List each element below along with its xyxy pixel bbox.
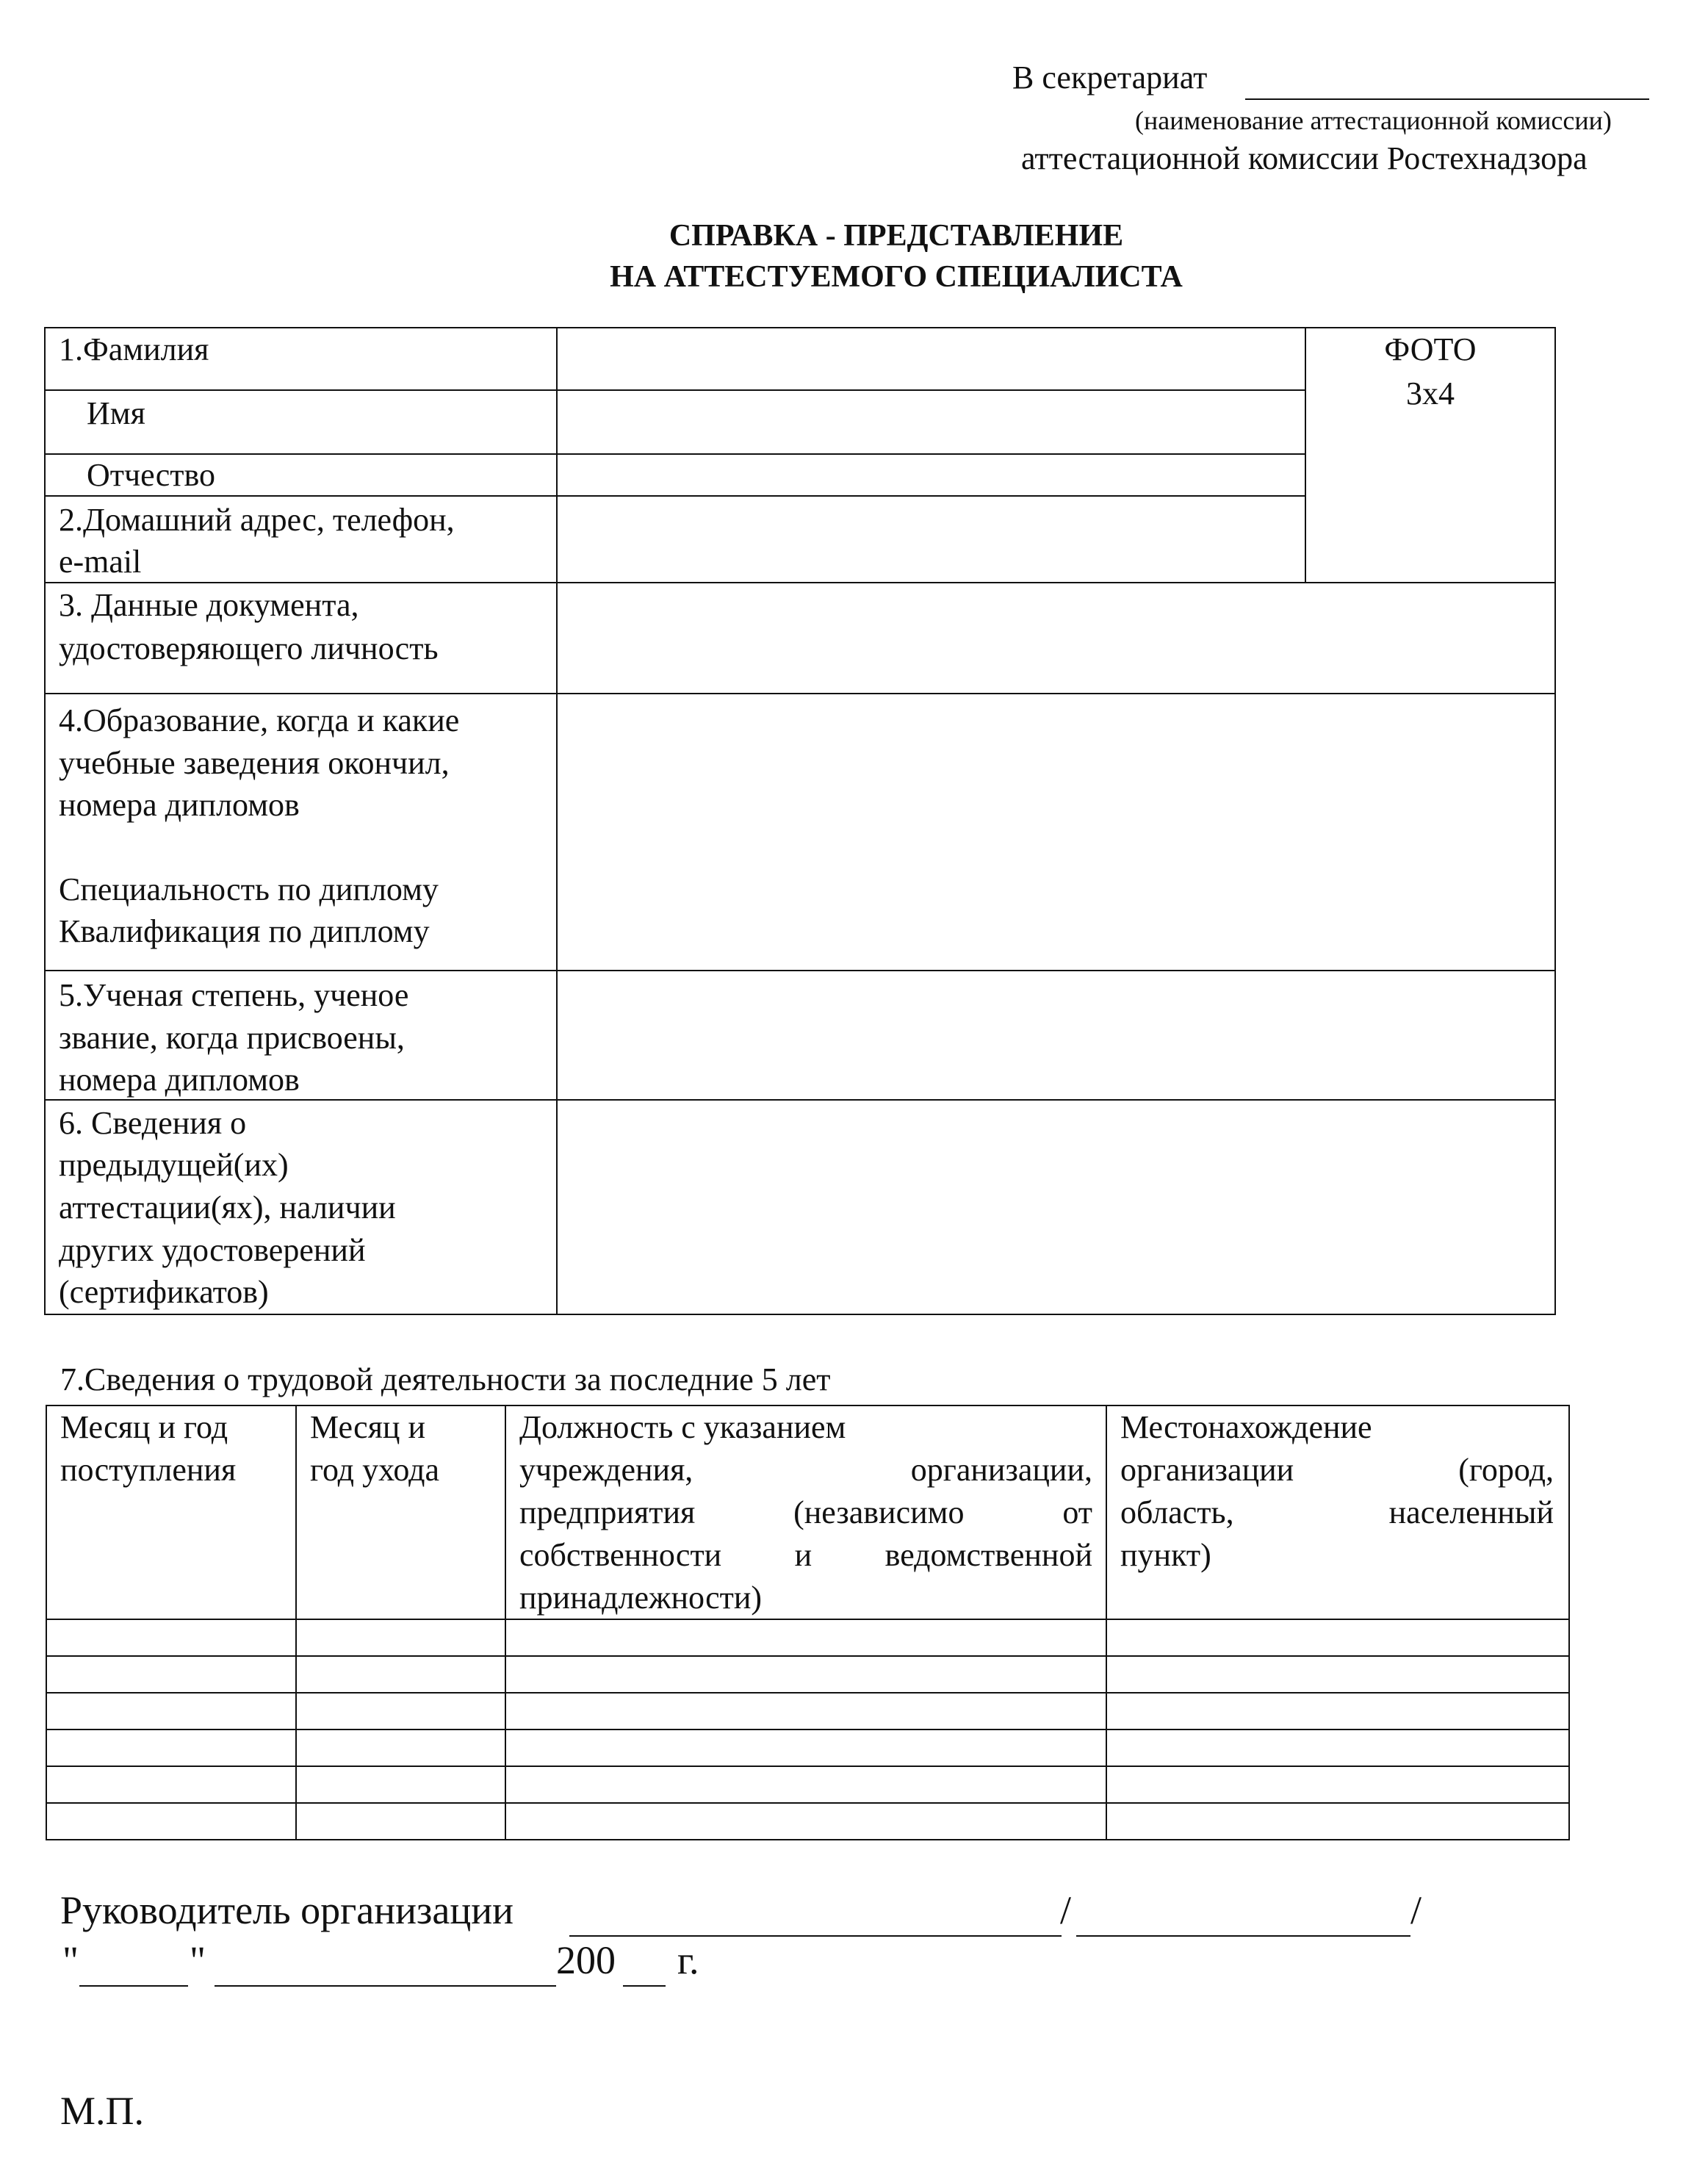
date-quote-close: " (190, 1938, 206, 1982)
col-location-header-2: организации (город, (1120, 1452, 1554, 1488)
signature-name-field[interactable] (1076, 1935, 1410, 1937)
document-subtitle: НА АТТЕСТУЕМОГО СПЕЦИАЛИСТА (610, 260, 1183, 294)
work-row[interactable] (48, 1694, 1568, 1728)
attestation-label-3: аттестации(ях), наличии (59, 1189, 396, 1225)
head-of-organization-label: Руководитель организации (60, 1888, 514, 1932)
address-label: 2.Домашний адрес, телефон, (59, 502, 455, 538)
col-location-header-3: область, населенный (1120, 1494, 1554, 1530)
surname-label: 1.Фамилия (59, 331, 209, 367)
id-document-field[interactable] (558, 585, 1554, 692)
col-position-header: Должность с указанием (519, 1409, 846, 1445)
photo-label: ФОТО (1384, 331, 1477, 367)
work-row[interactable] (48, 1731, 1568, 1765)
patronymic-label: Отчество (87, 457, 215, 493)
signature-end-separator: / (1410, 1888, 1422, 1932)
education-field[interactable] (558, 695, 1554, 969)
name-label: Имя (87, 395, 145, 431)
signature-field[interactable] (569, 1935, 1062, 1937)
date-day-field[interactable] (79, 1985, 188, 1987)
col-position-header-5: принадлежности) (519, 1580, 763, 1616)
attestation-label: 6. Сведения о (59, 1105, 247, 1141)
work-row[interactable] (48, 1768, 1568, 1802)
date-year-suffix: г. (677, 1938, 699, 1982)
col-leave-date-header-2: год ухода (310, 1452, 440, 1488)
document-title: СПРАВКА - ПРЕДСТАВЛЕНИЕ (669, 219, 1124, 253)
patronymic-field[interactable] (558, 456, 1304, 494)
col-position-header-2: учреждения, организации, (519, 1452, 1092, 1488)
degree-label: 5.Ученая степень, ученое (59, 977, 409, 1013)
commission-hint: (наименование аттестационной комиссии) (1135, 106, 1612, 135)
attestation-label-4: других удостоверений (59, 1232, 366, 1268)
attestation-label-5: (сертификатов) (59, 1274, 269, 1310)
col-location-header: Местонахождение (1120, 1409, 1372, 1445)
academic-degree-field[interactable] (558, 972, 1554, 1098)
education-label-2: учебные заведения окончил, (59, 745, 450, 781)
work-history-heading: 7.Сведения о трудовой деятельности за последние 5 лет (60, 1361, 831, 1397)
date-year-field[interactable] (623, 1985, 666, 1987)
col-hire-date-header: Месяц и год (60, 1409, 228, 1445)
education-label-3: номера дипломов (59, 787, 300, 823)
date-quote-open: " (62, 1938, 79, 1982)
col-location-header-4: пункт) (1120, 1537, 1211, 1573)
commission-name-field[interactable] (1245, 98, 1649, 100)
previous-attestation-field[interactable] (558, 1101, 1554, 1313)
work-row[interactable] (48, 1658, 1568, 1691)
col-leave-date-header: Месяц и (310, 1409, 426, 1445)
signature-separator: / (1060, 1888, 1072, 1932)
degree-label-3: номера дипломов (59, 1062, 300, 1098)
commission-line: аттестационной комиссии Ростехнадзора (1021, 140, 1588, 176)
surname-field[interactable] (558, 329, 1304, 389)
photo-size-label: 3х4 (1406, 375, 1455, 411)
id-document-label-2: удостоверяющего личность (59, 630, 439, 666)
date-year-prefix: 200 (556, 1938, 616, 1982)
col-hire-date-header-2: поступления (60, 1452, 237, 1488)
qualification-label: Квалификация по диплому (59, 913, 430, 949)
specialty-label: Специальность по диплому (59, 871, 439, 907)
date-month-field[interactable] (215, 1985, 556, 1987)
address-label-email: e-mail (59, 544, 142, 580)
id-document-label: 3. Данные документа, (59, 587, 359, 623)
recipient-label: В секретариат (1012, 60, 1208, 96)
attestation-label-2: предыдущей(их) (59, 1147, 289, 1183)
education-label: 4.Образование, когда и какие (59, 702, 460, 738)
col-position-header-3: предприятия (независимо от (519, 1494, 1092, 1530)
name-field[interactable] (558, 392, 1304, 453)
address-field[interactable] (558, 497, 1304, 581)
work-row[interactable] (48, 1621, 1568, 1655)
col-position-header-4: собственности и ведомственной (519, 1537, 1092, 1573)
work-row[interactable] (48, 1804, 1568, 1838)
degree-label-2: звание, когда присвоены, (59, 1020, 405, 1056)
stamp-place-label: М.П. (60, 2089, 145, 2133)
